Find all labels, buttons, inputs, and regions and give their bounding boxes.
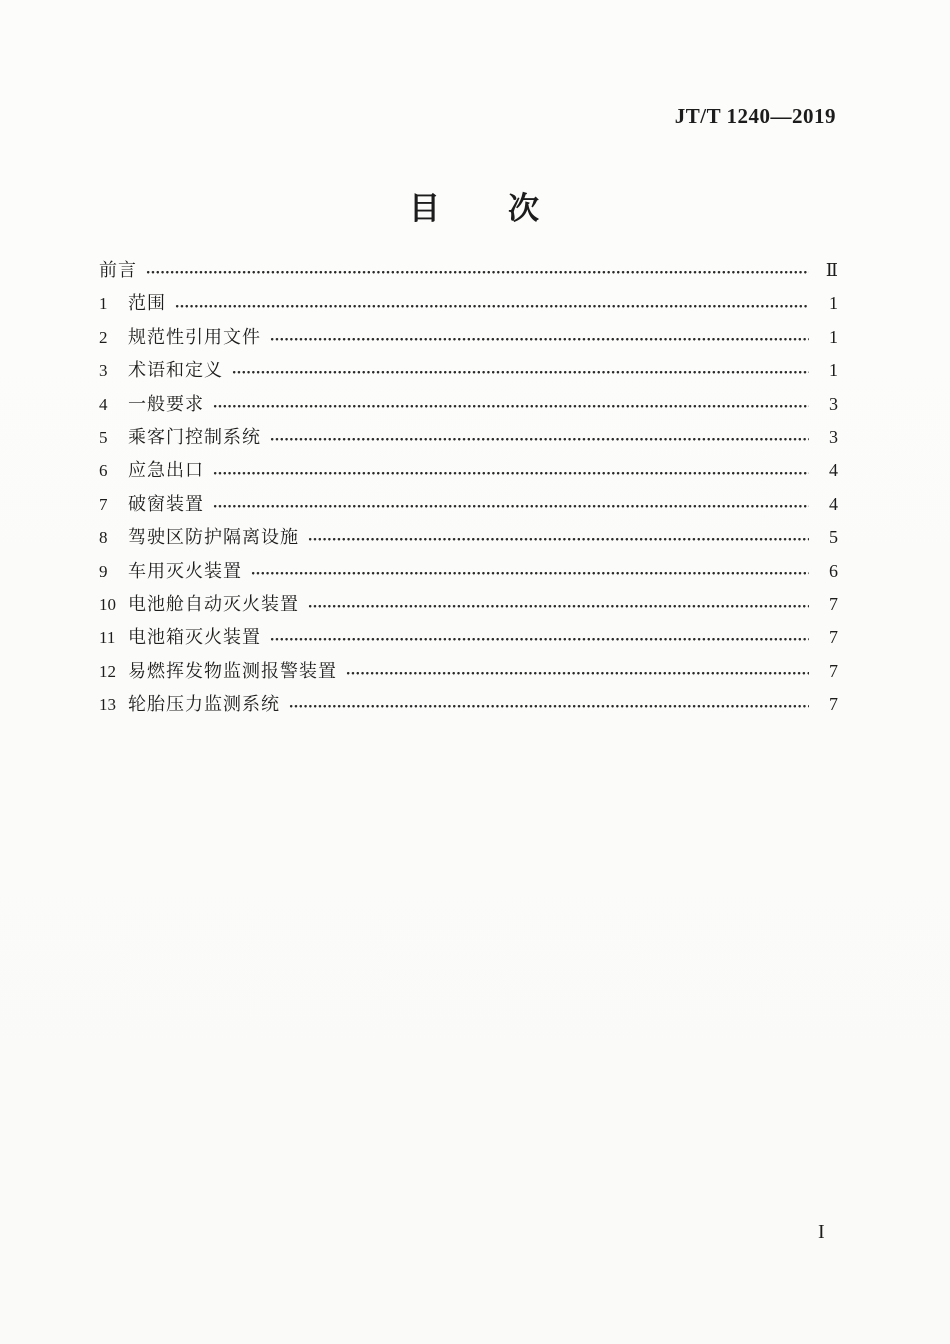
toc-entry-page: 4 xyxy=(829,460,838,481)
toc-entry-page: 7 xyxy=(829,593,838,614)
toc-entry-label: 电池舱自动灭火装置 xyxy=(128,593,299,614)
toc-entry-label: 前言 xyxy=(99,260,137,280)
toc-entry-number: 12 xyxy=(99,661,116,681)
dot-leader-icon xyxy=(175,304,809,309)
toc-entry xyxy=(99,354,838,387)
toc-entry-label: 规范性引用文件 xyxy=(128,326,261,347)
toc-entry-number: 3 xyxy=(99,361,108,381)
dot-leader-icon xyxy=(213,471,809,476)
toc-entry-number: 5 xyxy=(99,427,108,447)
toc-entry-label: 乘客门控制系统 xyxy=(128,426,261,447)
toc-entry xyxy=(99,521,838,554)
toc-entry-page: 1 xyxy=(829,326,838,347)
page-number: I xyxy=(818,1221,826,1243)
dot-leader-icon xyxy=(213,504,809,509)
toc-entry-page: Ⅱ xyxy=(825,260,838,280)
toc-entry-number: 2 xyxy=(99,327,108,347)
toc-entry-page: 1 xyxy=(829,360,838,381)
toc-entry-page: 6 xyxy=(829,560,838,581)
toc-entry-number: 11 xyxy=(99,628,116,648)
toc-entry xyxy=(99,588,838,621)
toc-entry xyxy=(99,688,838,721)
dot-leader-icon xyxy=(232,370,809,375)
dot-leader-icon xyxy=(308,537,809,542)
toc-entry-label: 易燃挥发物监测报警装置 xyxy=(128,660,337,681)
toc-entry-page: 1 xyxy=(829,293,838,314)
toc-entry-label: 术语和定义 xyxy=(128,360,223,381)
toc-entry-label: 车用灭火装置 xyxy=(128,560,242,581)
page-title: 目 次 xyxy=(409,191,541,226)
table-of-contents xyxy=(99,254,838,721)
dot-leader-icon xyxy=(146,270,809,275)
toc-entry-number: 9 xyxy=(99,561,108,581)
toc-entry-number: 6 xyxy=(99,461,108,481)
toc-entry-label: 破窗装置 xyxy=(128,493,204,514)
dot-leader-icon xyxy=(289,704,809,709)
toc-entry-page: 5 xyxy=(829,527,838,548)
toc-entry-page: 7 xyxy=(829,627,838,648)
toc-entry-number: 13 xyxy=(99,695,116,715)
toc-entry-number: 1 xyxy=(99,294,108,314)
toc-entry-number: 10 xyxy=(99,594,116,614)
toc-entry-page: 7 xyxy=(829,660,838,681)
toc-entry-label: 应急出口 xyxy=(128,460,204,481)
toc-entry-label: 驾驶区防护隔离设施 xyxy=(128,527,299,548)
toc-entry xyxy=(99,454,838,487)
dot-leader-icon xyxy=(251,571,809,576)
toc-entry-page: 3 xyxy=(829,426,838,447)
toc-entry-label: 轮胎压力监测系统 xyxy=(128,694,280,715)
toc-entry xyxy=(99,421,838,454)
toc-entry xyxy=(99,287,838,320)
standard-code: JT/T 1240—2019 xyxy=(674,104,836,128)
toc-entry-page: 3 xyxy=(829,393,838,414)
toc-entry-label: 范围 xyxy=(128,293,166,314)
dot-leader-icon xyxy=(308,604,809,609)
dot-leader-icon xyxy=(270,637,809,642)
toc-entry xyxy=(99,621,838,654)
dot-leader-icon xyxy=(270,337,809,342)
toc-entry-number: 4 xyxy=(99,394,108,414)
toc-entry-page: 7 xyxy=(829,694,838,715)
toc-entry xyxy=(99,254,838,287)
dot-leader-icon xyxy=(346,671,809,676)
dot-leader-icon xyxy=(213,404,809,409)
toc-entry xyxy=(99,555,838,588)
dot-leader-icon xyxy=(270,437,809,442)
toc-entry xyxy=(99,488,838,521)
toc-entry xyxy=(99,388,838,421)
toc-entry xyxy=(99,321,838,354)
toc-entry-label: 一般要求 xyxy=(128,393,204,414)
toc-entry-number: 8 xyxy=(99,528,108,548)
toc-entry-label: 电池箱灭火装置 xyxy=(128,627,261,648)
toc-entry-page: 4 xyxy=(829,493,838,514)
toc-entry xyxy=(99,655,838,688)
toc-entry-number: 7 xyxy=(99,494,108,514)
